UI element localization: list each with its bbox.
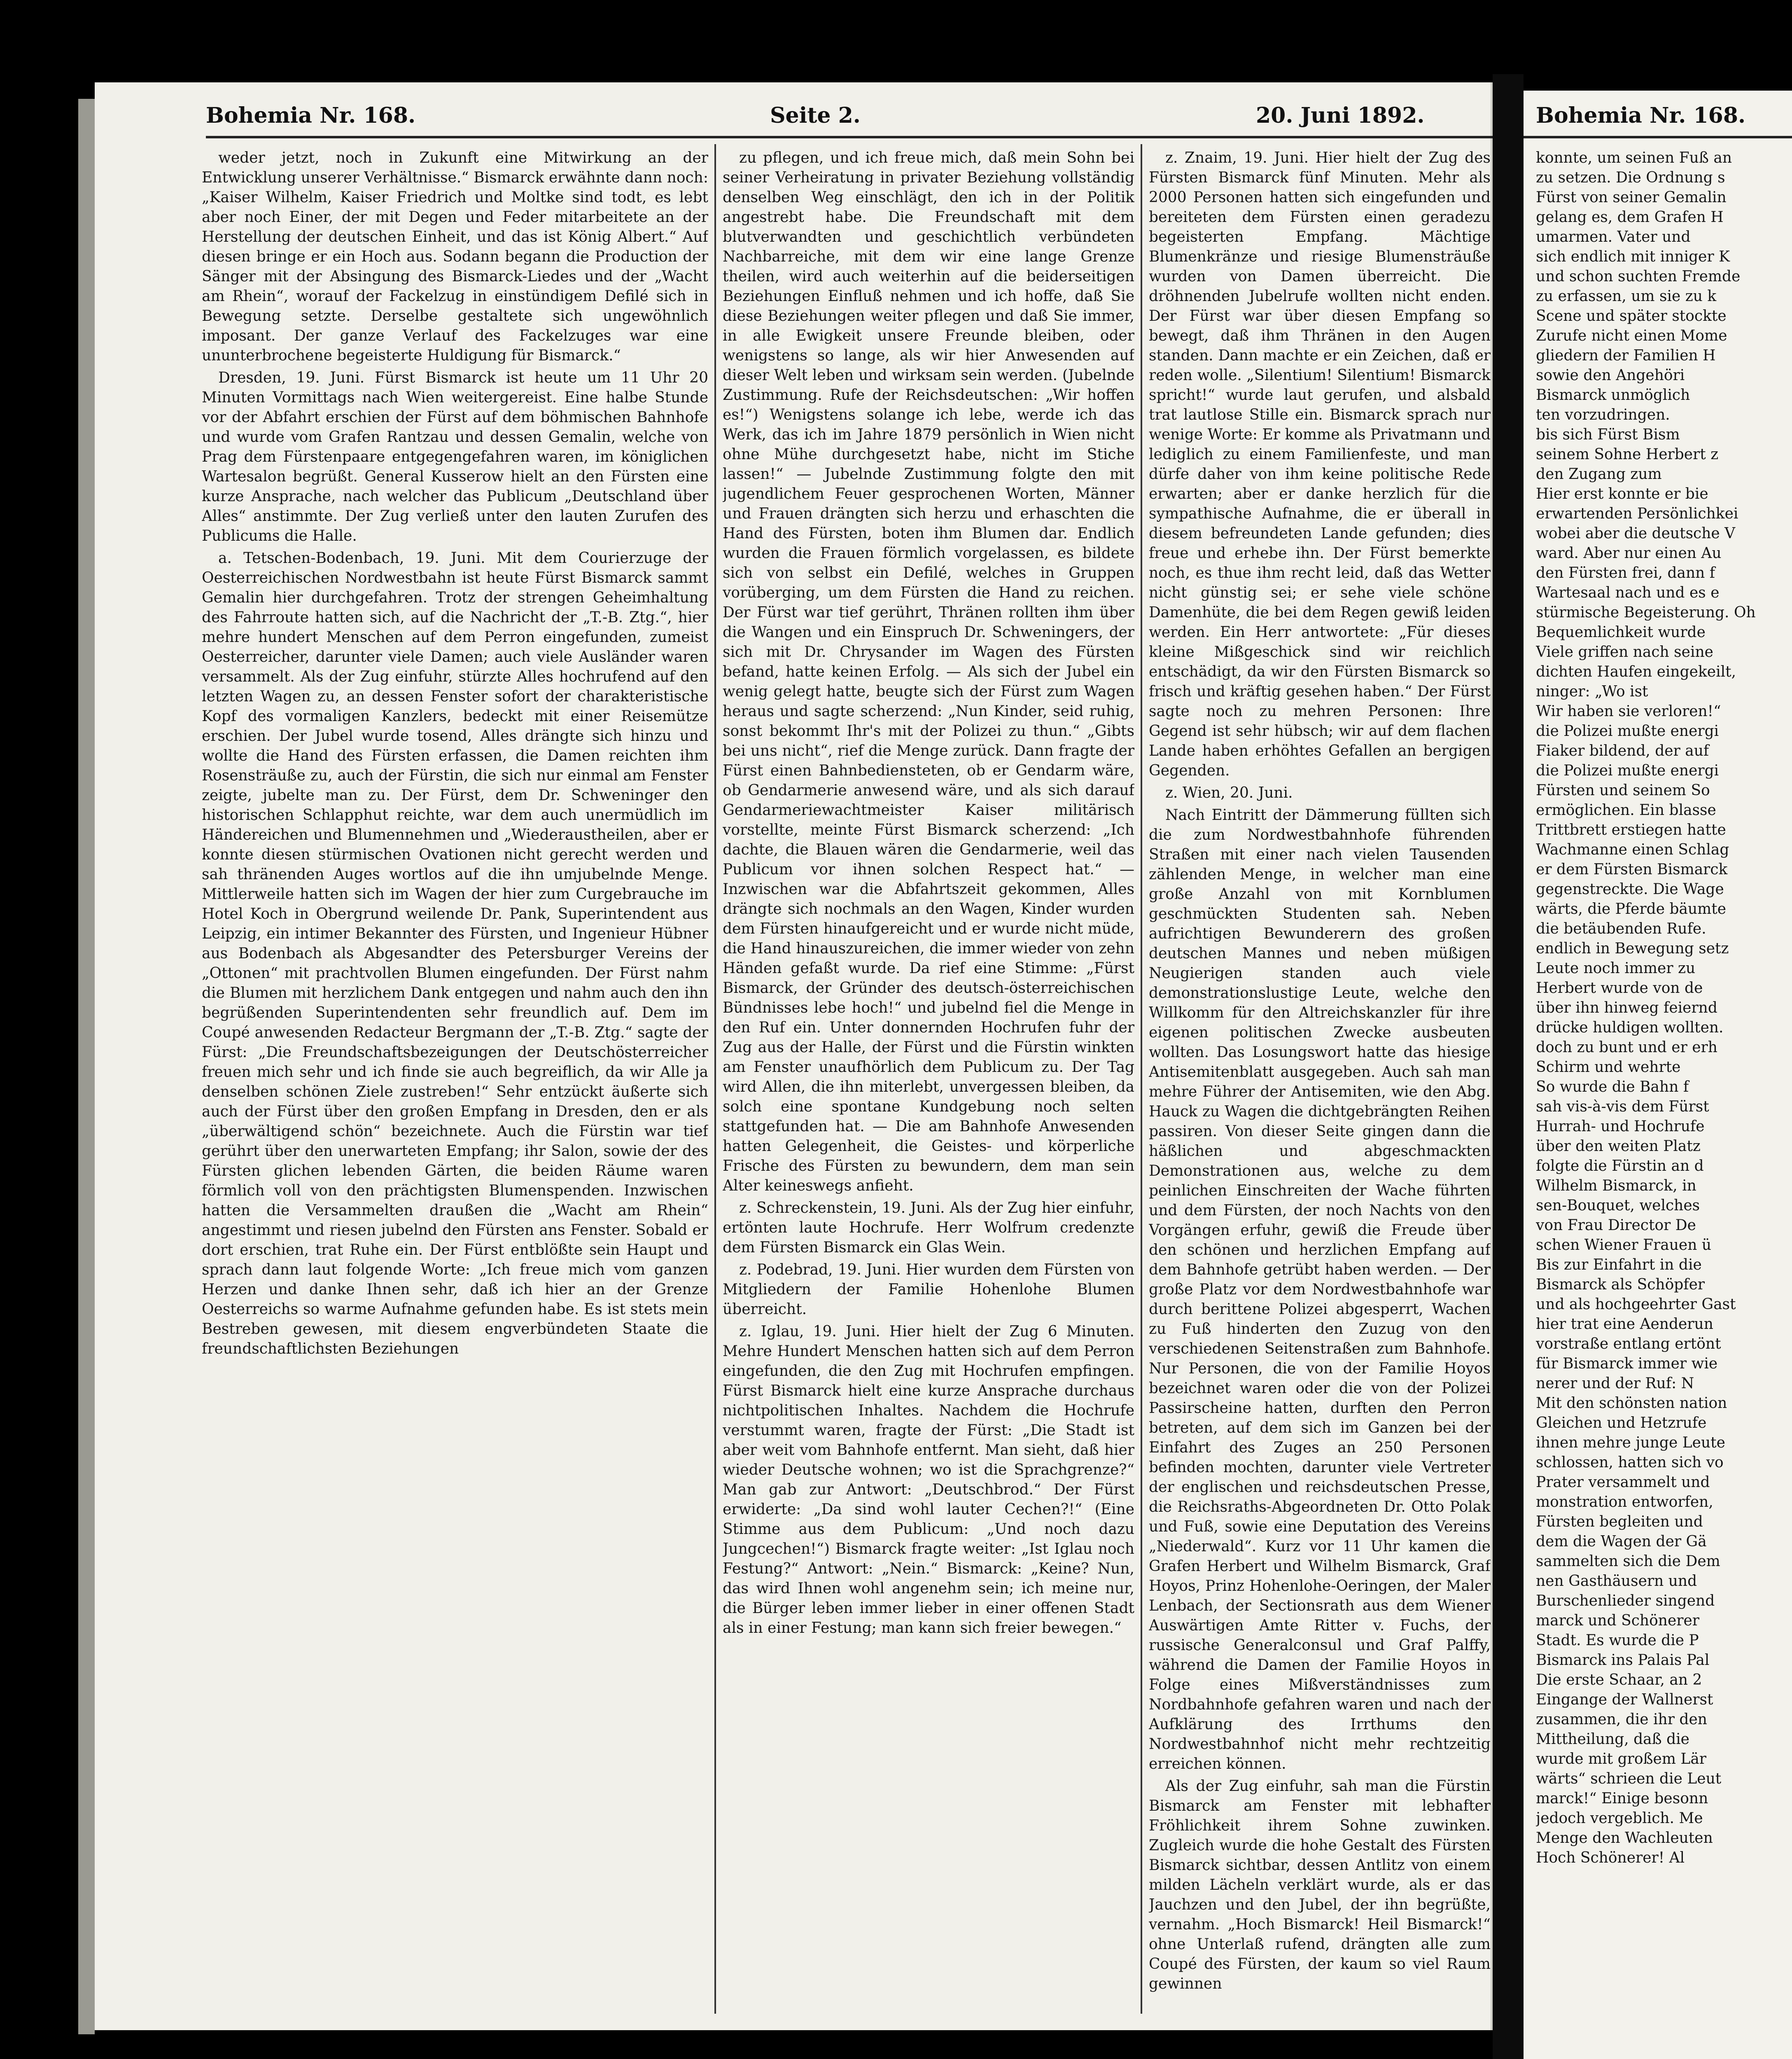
article-column-1 xyxy=(202,148,708,2018)
adjacent-text-line: über den weiten Platz xyxy=(1536,1138,1701,1155)
adjacent-text-line: sen-Bouquet, welches xyxy=(1536,1197,1700,1214)
adjacent-text-line: wärts, die Pferde bäumte xyxy=(1536,901,1727,917)
adjacent-text-line: er dem Fürsten Bismarck xyxy=(1536,861,1728,878)
adjacent-text-line: nerer und der Ruf: N xyxy=(1536,1375,1694,1392)
adjacent-text-line: ihnen mehre junge Leute xyxy=(1536,1434,1725,1451)
adjacent-page-header: Bohemia Nr. 168. xyxy=(1536,103,1746,128)
adjacent-text-line: doch zu bunt und er erh xyxy=(1536,1039,1717,1056)
adjacent-text-line: zu erfassen, um sie zu k xyxy=(1536,288,1717,305)
article-paragraph: z. Znaim, 19. Juni. Hier hielt der Zug des Fürsten Bismarck fünf Minuten. Mehr als 2000 Personen hatten sich eingefunden und bereiteten dem Fürsten einen geradezu begeisterten Empfang. Mächtige Blumenkränze und riesige Blumensträuße wurden von Damen überreicht. Die dröhnenden Jubelrufe wollten nicht enden. Der Fürst war über diesen Empfang so bewegt, daß ihm Thränen in den Augen standen. Dann machte er ein Zeichen, daß er reden wolle. „Silentium! Silentium! Bismarck spricht!“ wurde laut gerufen, und alsbald trat lautlose Stille ein. Bismarck sprach nur wenige Worte: Er komme als Privatmann und lediglich zu einem Familienfeste, und man dürfe daher von ihm keine politische Rede erwarten; aber er danke herzlich für die sympathische Aufnahme, die er überall in diesem befreundeten Lande gefunden; dies freue und erhebe ihn. Der Fürst bemerkte noch, es thue ihm recht leid, daß das Wetter nicht günstig sei; er sehe viele schöne Damenhüte, die bei dem Regen gewiß leiden werden. Ein Herr antwortete: „Für dieses kleine Mißgeschick sind wir reichlich entschädigt, da wir den Fürsten Bismarck so frisch und kräftig gesehen haben.“ Der Fürst sagte noch zu mehren Personen: Ihre Gegend ist sehr hübsch; wir auf dem flachen Lande haben erhöhtes Gefallen an bergigen Gegenden. xyxy=(1149,149,1491,779)
page-edge-shadow xyxy=(78,99,95,2034)
adjacent-text-line: sammelten sich die Dem xyxy=(1536,1553,1720,1570)
adjacent-text-line: wärts“ schrieen die Leut xyxy=(1536,1770,1722,1787)
adjacent-text-line: ermöglichen. Ein blasse xyxy=(1536,802,1716,819)
adjacent-page-column xyxy=(1536,148,1787,2043)
adjacent-text-line: Hier erst konnte er bie xyxy=(1536,486,1708,502)
adjacent-text-line: marck und Schönerer xyxy=(1536,1612,1699,1629)
adjacent-text-line: den Fürsten frei, dann f xyxy=(1536,565,1715,581)
adjacent-text-line: Bis zur Einfahrt in die xyxy=(1536,1256,1702,1273)
adjacent-text-line: Bismarck ins Palais Pal xyxy=(1536,1652,1710,1669)
adjacent-text-line: drücke huldigen wollten. xyxy=(1536,1019,1724,1036)
adjacent-text-line: Mit den schönsten nation xyxy=(1536,1395,1727,1412)
adjacent-text-line: die Polizei mußte energi xyxy=(1536,723,1719,740)
adjacent-text-line: Zurufe nicht einen Mome xyxy=(1536,327,1727,344)
adjacent-text-line: Bequemlichkeit wurde xyxy=(1536,624,1706,641)
adjacent-text-line: dem die Wagen der Gä xyxy=(1536,1533,1707,1550)
article-paragraph: z. Podebrad, 19. Juni. Hier wurden dem Fürsten von Mitgliedern der Familie Hohenlohe Blumen überreicht. xyxy=(723,1261,1134,1318)
header-issue: Bohemia Nr. 168. xyxy=(206,103,416,128)
adjacent-text-line: Fürst von seiner Gemalin xyxy=(1536,189,1727,206)
adjacent-text-line: Bismarck als Schöpfer xyxy=(1536,1276,1705,1293)
adjacent-text-line: Wilhelm Bismarck, in xyxy=(1536,1177,1696,1194)
adjacent-text-line: schen Wiener Frauen ü xyxy=(1536,1237,1712,1254)
adjacent-text-line: gliedern der Familien H xyxy=(1536,347,1716,364)
article-paragraph: weder jetzt, noch in Zukunft eine Mitwirkung an der Entwicklung unserer Verhältnisse.“ Bismarck erwähnte dann noch: „Kaiser Wilhelm, Kaiser Friedrich und Moltke sind todt, es lebt aber noch Einer, der mit Degen und Feder mitarbeitete an der Herstellung der deutschen Einheit, und das ist König Albert.“ Auf diesen bringe er ein Hoch aus. Sodann begann die Production der Sänger mit der Absingung des Bismarck-Liedes und der „Wacht am Rhein“, worauf der Fackelzug in einstündigem Defilé sich in Bewegung setzte. Derselbe gestaltete sich ungewöhnlich imposant. Der ganze Verlauf des Fackelzuges war eine ununterbrochene begeisterte Huldigung für Bismarck.“ xyxy=(202,149,708,364)
adjacent-text-line: ninger: „Wo ist xyxy=(1536,683,1648,700)
adjacent-text-line: ward. Aber nur einen Au xyxy=(1536,545,1722,562)
adjacent-text-line: stürmische Begeisterung. Oh xyxy=(1536,604,1756,621)
adjacent-text-line: von Frau Director De xyxy=(1536,1217,1696,1234)
article-paragraph: z. Schreckenstein, 19. Juni. Als der Zug hier einfuhr, ertönten laute Hochrufe. Herr Wolfrum credenzte dem Fürsten Bismarck ein Glas Wein. xyxy=(723,1200,1134,1256)
adjacent-text-line: Wartesaal nach und es e xyxy=(1536,584,1720,601)
adjacent-text-line: marck!“ Einige besonn xyxy=(1536,1790,1708,1807)
adjacent-text-line: Gleichen und Hetzrufe xyxy=(1536,1415,1707,1431)
adjacent-text-line: endlich in Bewegung setz xyxy=(1536,940,1729,957)
adjacent-text-line: die betäubenden Rufe. xyxy=(1536,920,1706,937)
adjacent-text-line: bis sich Fürst Bism xyxy=(1536,426,1680,443)
adjacent-text-line: Burschenlieder singend xyxy=(1536,1592,1715,1609)
adjacent-text-line: Herbert wurde von de xyxy=(1536,980,1703,997)
adjacent-text-line: Die erste Schaar, an 2 xyxy=(1536,1671,1702,1688)
adjacent-text-line: Wir haben sie verloren!“ xyxy=(1536,703,1721,720)
article-paragraph: z. Wien, 20. Juni. xyxy=(1165,784,1293,801)
article-paragraph: Als der Zug einfuhr, sah man die Fürstin Bismarck am Fenster mit lebhafter Fröhlichkeit ihrem Sohne zuwinken. Zugleich wurde die hohe Gestalt des Fürsten Bismarck sichtbar, dessen Antlitz von einem milden Lächeln verklärt wurde, als er das Jauchzen und den Jubel, der ihn begrüßte, vernahm. „Hoch Bismarck! Heil Bismarck!“ ohne Unterlaß rufend, drängten alle zum Coupé des Fürsten, der kaum so viel Raum gewinnen xyxy=(1149,1778,1491,1992)
header-rule xyxy=(206,136,1511,138)
adjacent-text-line: folgte die Fürstin an d xyxy=(1536,1158,1704,1174)
adjacent-text-line: Schirm und wehrte xyxy=(1536,1059,1681,1076)
adjacent-text-line: Viele griffen nach seine xyxy=(1536,644,1713,661)
adjacent-text-line: Bismarck unmöglich xyxy=(1536,387,1690,404)
adjacent-text-line: dichten Haufen eingekeilt, xyxy=(1536,663,1736,680)
adjacent-text-line: jedoch vergeblich. Me xyxy=(1536,1810,1703,1827)
adjacent-text-line: sich endlich mit inniger K xyxy=(1536,248,1730,265)
adjacent-text-line: umarmen. Vater und xyxy=(1536,229,1691,245)
adjacent-text-line: gelang es, dem Grafen H xyxy=(1536,209,1724,226)
article-paragraph: Nach Eintritt der Dämmerung füllten sich die zum Nordwestbahnhofe führenden Straßen mit einer nach vielen Tausenden zählenden Menge, in welcher man eine große Anzahl von mit Kornblumen geschmückten Studenten sah. Neben aufrichtigen Bewunderern des großen deutschen Mannes und neben müßigen Neugierigen standen auch viele demonstrationslustige Leute, welche den Willkomm für den Altreichskanzler für ihre eigenen politischen Zwecke ausbeuten wollten. Das Losungswort hatte das hiesige Antisemitenblatt ausgegeben. Auch sah man mehre Führer der Antisemiten, wie den Abg. Hauck zu Wagen die dichtgebrängten Reihen passiren. Von dieser Seite gingen dann die häßlichen und abgeschmackten Demonstrationen aus, welche zu dem peinlichen Einschreiten der Wache führten und dem Fürsten, der noch Nachts von den Vorgängen erfuhr, gewiß die Freude über den schönen und herzlichen Empfang auf dem Bahnhofe getrübt haben werden. — Der große Platz vor dem Nordwestbahnhofe war durch berittene Polizei abgesperrt, Wachen zu Fuß hinderten den Zuzug von den verschiedenen Seitenstraßen zum Bahnhofe. Nur Personen, die von der Familie Hoyos bezeichnet waren oder die von der Polizei Passirscheine hatten, durften den Perron betreten, auf dem sich im Ganzen bei der Einfahrt des Zuges an 250 Personen befinden mochten, darunter viele Vertreter der englischen und reichsdeutschen Presse, die Reichsraths-Abgeordneten Dr. Otto Polak und Fuß, sowie eine Deputation des Vereins „Niederwald“. Kurz vor 11 Uhr kamen die Grafen Herbert und Wilhelm Bismarck, Graf Hoyos, Prinz Hohenlohe-Oeringen, der Maler Lenbach, der Sectionsrath aus dem Wiener Auswärtigen Amte Ritter v. Fuchs, der russische Generalconsul und Graf Palffy, während die Damen der Familie Hoyos in Folge eines Mißverständnisses zum Nordbahnhofe gefahren waren und nach der Aufklärung des Irrthums den Nordwestbahnhof nicht mehr rechtzeitig erreichen können. xyxy=(1149,807,1491,1772)
adjacent-text-line: Scene und später stockte xyxy=(1536,308,1727,324)
adjacent-text-line: vorstraße entlang ertönt xyxy=(1536,1335,1721,1352)
adjacent-text-line: die Polizei mußte energi xyxy=(1536,762,1719,779)
adjacent-text-line: konnte, um seinen Fuß an xyxy=(1536,149,1732,166)
adjacent-page-fragment xyxy=(1524,91,1792,2059)
column-divider xyxy=(714,144,716,2014)
adjacent-text-line: erwartenden Persönlichkei xyxy=(1536,505,1738,522)
adjacent-text-line: seinem Sohne Herbert z xyxy=(1536,446,1719,463)
adjacent-text-line: schlossen, hatten sich vo xyxy=(1536,1454,1724,1471)
adjacent-text-line: Hoch Schönerer! Al xyxy=(1536,1849,1685,1866)
adjacent-text-line: Hurrah- und Hochrufe xyxy=(1536,1118,1705,1135)
adjacent-text-line: So wurde die Bahn f xyxy=(1536,1079,1689,1095)
adjacent-text-line: ten vorzudringen. xyxy=(1536,406,1670,423)
adjacent-text-line: Stadt. Es wurde die P xyxy=(1536,1632,1699,1649)
newspaper-page xyxy=(95,82,1496,2030)
adjacent-text-line: den Zugang zum xyxy=(1536,466,1662,483)
adjacent-text-line: sowie den Angehöri xyxy=(1536,367,1685,384)
adjacent-text-line: zu setzen. Die Ordnung s xyxy=(1536,169,1725,186)
adjacent-text-line: Fiaker bildend, der auf xyxy=(1536,742,1709,759)
adjacent-text-line: und schon suchten Fremde xyxy=(1536,268,1741,285)
adjacent-text-line: Leute noch immer zu xyxy=(1536,960,1696,977)
adjacent-text-line: Prater versammelt und xyxy=(1536,1474,1710,1491)
article-column-2 xyxy=(723,148,1134,2018)
adjacent-text-line: Menge den Wachleuten xyxy=(1536,1830,1713,1847)
adjacent-text-line: gegenstreckte. Die Wage xyxy=(1536,881,1724,898)
adjacent-text-line: Wachmanne einen Schlag xyxy=(1536,841,1729,858)
adjacent-text-line: Eingange der Wallnerst xyxy=(1536,1691,1713,1708)
adjacent-text-line: Fürsten und seinem So xyxy=(1536,782,1710,799)
article-paragraph: z. Iglau, 19. Juni. Hier hielt der Zug 6 Minuten. Mehre Hundert Menschen hatten sich auf dem Perron eingefunden, die den Zug mit Hochrufen empfingen. Fürst Bismarck hielt eine kurze Ansprache durchaus nichtpolitischen Inhaltes. Nachdem die Hochrufe verstummt waren, fragte der Fürst: „Die Stadt ist aber weit vom Bahnhofe entfernt. Man sieht, daß hier wieder Deutsche wohnen; wo ist die Sprachgrenze?“ Man gab zur Antwort: „Deutschbrod.“ Der Fürst erwiderte: „Da sind wohl lauter Cechen?!“ (Eine Stimme aus dem Publicum: „Und noch dazu Jungcechen!“) Bismarck fragte weiter: „Ist Iglau noch Festung?“ Antwort: „Nein.“ Bismarck: „Keine? Nun, das wird Ihnen wohl angenehm sein; ich meine nur, die Bürger leben immer lieber in einer offenen Stadt als in einer Festung; man kann sich freier bewegen.“ xyxy=(723,1323,1134,1636)
adjacent-text-line: monstration entworfen, xyxy=(1536,1494,1713,1510)
column-divider xyxy=(1141,144,1142,2014)
article-paragraph: Dresden, 19. Juni. Fürst Bismarck ist heute um 11 Uhr 20 Minuten Vormittags nach Wien weitergereist. Eine halbe Stunde vor der Abfahrt erschien der Fürst auf dem böhmischen Bahnhofe und wurde vom Grafen Rantzau und dessen Gemalin, welche von Prag dem Fürstenpaare entgegengefahren waren, im königlichen Wartesalon begrüßt. General Kusserow hielt an den Fürsten eine kurze Ansprache, nach welcher das Publicum „Deutschland über Alles“ anstimmte. Der Zug verließ unter den lauten Zurufen des Publicums die Halle. xyxy=(202,369,708,544)
article-column-3 xyxy=(1149,148,1491,2018)
adjacent-text-line: und als hochgeehrter Gast xyxy=(1536,1296,1736,1313)
adjacent-text-line: Fürsten begleiten und xyxy=(1536,1513,1703,1530)
adjacent-text-line: zusammen, die ihr den xyxy=(1536,1711,1707,1728)
adjacent-text-line: Trittbrett erstiegen hatte xyxy=(1536,822,1726,838)
article-paragraph: a. Tetschen-Bodenbach, 19. Juni. Mit dem Courierzuge der Oesterreichischen Nordwestbahn ist heute Fürst Bismarck sammt Gemalin hier durchgefahren. Trotz der strengen Geheimhaltung des Fahrroute hatten sich, auf die Nachricht der „T.-B. Ztg.“, hier mehre hundert Menschen auf dem Perron eingefunden, zumeist Oesterreicher, darunter viele Damen; auch viele Ausländer waren versammelt. Als der Zug einfuhr, stürzte Alles hochrufend auf den letzten Wagen zu, an dessen Fenster sofort der charakteristische Kopf des vormaligen Kanzlers, bedeckt mit einer Reisemütze erschien. Der Jubel wurde tosend, Alles drängte sich hinzu und wollte die Hand des Fürsten erfassen, die Damen reichten ihm Rosensträuße zu, auch der Fürstin, die sich nur einmal am Fenster zeigte, jubelte man zu. Der Fürst, dem Dr. Schweninger den historischen Schlapphut reichte, war dem auch unermüdlich im Händereichen und Blumennehmen und „Wiederaustheilen, aber er konnte diesen stürmischen Ovationen nicht gerecht werden und sah thränenden Auges wortlos auf die ihn umjubelnde Menge. Mittlerweile hatten sich im Wagen der hier zum Curgebrauche im Hotel Koch in Obergrund weilende Dr. Pank, Superintendent aus Leipzig, ein intimer Bekannter des Fürsten, und Ingenieur Hübner aus Bodenbach als Abgesandter des Petersburger Vereins der „Ottonen“ mit prachtvollen Blumen eingefunden. Der Fürst nahm die Blumen mit herzlichem Dank entgegen und nahm auch den ihn begrüßenden Superintendenten sehr freundlich auf. Dem im Coupé anwesenden Redacteur Bergmann der „T.-B. Ztg.“ sagte der Fürst: „Die Freundschaftsbezeigungen der Deutschösterreicher freuen mich sehr und ich finde sie auch begreiflich, da wir Alle ja denselben schönen Ziele zustreben!“ Sehr entzückt äußerte sich auch der Fürst über den großen Empfang in Dresden, den er als „überwältigend schön“ bezeichnete. Auch die Fürstin war tief gerührt über den unerwarteten Empfang; ihr Salon, sowie der des Fürsten glichen lebenden Gärten, die beiden Räume waren förmlich voll von den prächtigsten Blumenspenden. Inzwischen hatten die Versammelten draußen die „Wacht am Rhein“ angestimmt und riesen jubelnd den Fürsten ans Fenster. Sobald er dort erschien, trat Ruhe ein. Der Fürst entblößte sein Haupt und sprach dann laut folgende Worte: „Ich freue mich vom ganzen Herzen und danke Ihnen sehr, daß ich hier an der Grenze Oesterreichs so warme Aufnahme gefunden habe. Es ist stets mein Bestreben gewesen, mit diesem engverbündeten Staate die freundschaftlichsten Beziehungen xyxy=(202,550,708,1357)
adjacent-text-line: über ihn hinweg feiernd xyxy=(1536,999,1717,1016)
book-spine-gap xyxy=(1493,74,1524,2059)
adjacent-header-rule xyxy=(1524,136,1792,138)
header-page-number: Seite 2. xyxy=(770,103,861,128)
adjacent-text-line: nen Gasthäusern und xyxy=(1536,1573,1697,1590)
header-date: 20. Juni 1892. xyxy=(1256,103,1425,128)
adjacent-text-line: hier trat eine Aenderun xyxy=(1536,1316,1713,1333)
adjacent-text-line: sah vis-à-vis dem Fürst xyxy=(1536,1098,1709,1115)
adjacent-text-line: Mittheilung, daß die xyxy=(1536,1731,1689,1748)
adjacent-text-line: wobei aber die deutsche V xyxy=(1536,525,1736,542)
adjacent-text-line: wurde mit großem Lär xyxy=(1536,1751,1706,1767)
article-paragraph: zu pflegen, und ich freue mich, daß mein Sohn bei seiner Verheiratung in privater Beziehung vollständig denselben Weg einschlägt, den ich in der Politik angestrebt habe. Die Freundschaft mit dem blutverwandten und geschichtlich verbündeten Nachbarreiche, mit dem wir eine lange Grenze theilen, wird auch weiterhin auf die beiderseitigen Beziehungen Einfluß nehmen und ich hoffe, daß Sie diese Beziehungen weiter pflegen und daß Sie immer, in alle Ewigkeit unsere Freunde bleiben, oder wenigstens so lange, als wir hier Anwesenden auf dieser Welt leben und wirksam sein werden. (Jubelnde Zustimmung. Rufe der Reichsdeutschen: „Wir hoffen es!“) Wenigstens solange ich lebe, werde ich das Werk, das ich im Jahre 1879 persönlich in Wien nicht ohne Mühe durchgesetzt habe, nicht im Stiche lassen!“ — Jubelnde Zustimmung folgte den mit jugendlichem Feuer gesprochenen Worten, Männer und Frauen drängten sich herzu und erhaschten die Hand des Fürsten, boten ihm Blumen dar. Endlich wurden die Frauen förmlich vorgelassen, es bildete sich von selbst ein Defilé, welches in Gruppen vorüberging, um dem Fürsten die Hand zu reichen. Der Fürst war tief gerührt, Thränen rollten ihm über die Wangen und ein Einspruch Dr. Schweningers, der sich mit Dr. Chrysander im Wagen des Fürsten befand, hatte keinen Erfolg. — Als sich der Jubel ein wenig gelegt hatte, beugte sich der Fürst zum Wagen heraus und sagte scherzend: „Nun Kinder, seid ruhig, sonst bekommt Ihr's mit der Polizei zu thun.“ „Gibts bei uns nicht“, rief die Menge zurück. Dann fragte der Fürst einen Bahnbediensteten, ob er Gendarm wäre, ob Gendarmerie anwesend wäre, und als sich darauf Gendarmeriewachtmeister Kaiser militärisch vorstellte, meinte Fürst Bismarck scherzend: „Ich dachte, die Blauen wären die Gendarmerie, weil das Publicum vor ihnen solchen Respect hat.“ — Inzwischen war die Abfahrtszeit gekommen, Alles drängte sich nochmals an den Wagen, Kinder wurden dem Fürsten hinaufgereicht und er wurde nicht müde, die Hand hinauszureichen, die immer wieder von zehn Händen gefaßt wurde. Da rief eine Stimme: „Fürst Bismarck, der Gründer des deutsch-österreichischen Bündnisses lebe hoch!“ und jubelnd fiel die Menge in den Ruf ein. Unter donnernden Hochrufen fuhr der Zug aus der Halle, der Fürst und die Fürstin winkten am Fenster unaufhörlich dem Publicum zu. Der Tag wird Allen, die ihn miterlebt, unvergessen bleiben, da solch eine spontane Kundgebung noch selten stattgefunden hat. — Die am Bahnhofe Anwesenden hatten Gelegenheit, die Geistes- und körperliche Frische des Fürsten zu bewundern, dem man sein Alter keineswegs anfieht. xyxy=(723,149,1134,1194)
adjacent-text-line: für Bismarck immer wie xyxy=(1536,1355,1718,1372)
